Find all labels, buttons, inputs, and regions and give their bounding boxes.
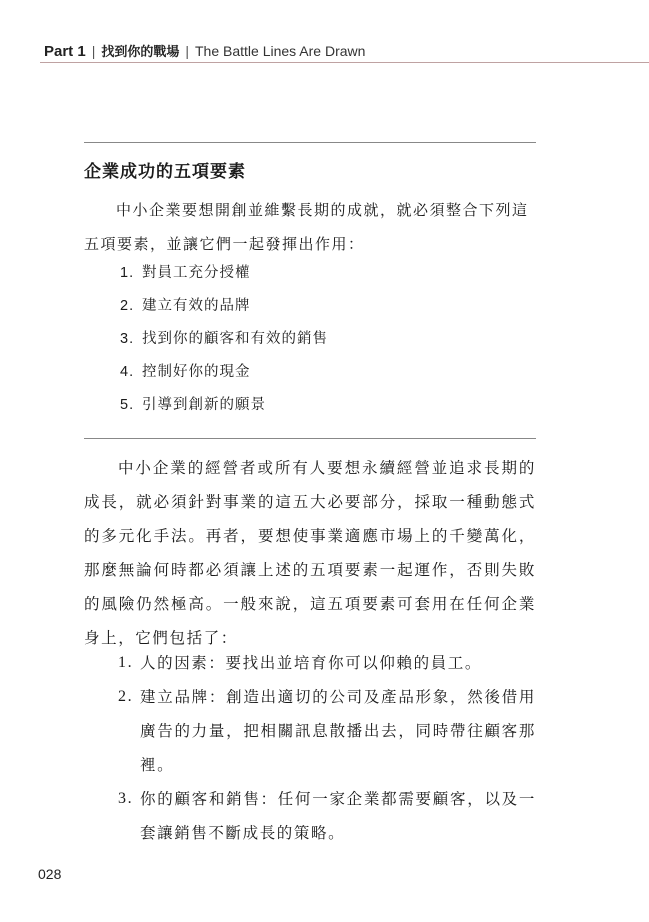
item-number: 1. bbox=[120, 265, 135, 281]
item-number: 5. bbox=[120, 397, 135, 413]
chapter-title-english: The Battle Lines Are Drawn bbox=[195, 43, 366, 59]
body-list bbox=[118, 646, 536, 850]
list-item bbox=[120, 360, 328, 393]
item-text: 人的因素：要找出並培育你可以仰賴的員工。 bbox=[140, 654, 483, 672]
box-top-rule bbox=[84, 142, 536, 143]
list-item bbox=[120, 393, 328, 426]
item-text: 找到你的顧客和有效的銷售 bbox=[142, 331, 328, 347]
item-text: 引導到創新的願景 bbox=[142, 397, 266, 413]
body-paragraph: 中小企業的經營者或所有人要想永續經營並追求長期的成長，就必須針對事業的這五大必要部分，採取一種動態式的多元化手法。再者，要想使事業適應市場上的千變萬化，那麼無論何時都必須讓上述的五項要素一起運作，否則失敗的風險仍然極高。一般來說，這五項要素可套用在任何企業身上，它們包括了： bbox=[84, 459, 536, 647]
header-separator-2: | bbox=[185, 43, 189, 59]
header-separator: | bbox=[91, 43, 96, 59]
item-text: 你的顧客和銷售：任何一家企業都需要顧客，以及一套讓銷售不斷成長的策略。 bbox=[140, 790, 536, 842]
list-item bbox=[118, 646, 536, 680]
list-item bbox=[120, 294, 328, 327]
item-number: 2. bbox=[120, 298, 135, 314]
list-item bbox=[120, 327, 328, 360]
item-number: 3. bbox=[120, 331, 135, 347]
list-item bbox=[118, 680, 536, 782]
box-bottom-rule bbox=[84, 438, 536, 439]
item-text: 建立有效的品牌 bbox=[142, 298, 251, 314]
box-intro: 中小企業要想開創並維繫長期的成就，就必須整合下列這五項要素，並讓它們一起發揮出作用： bbox=[84, 201, 529, 253]
chapter-title-chinese: 找到你的戰場 bbox=[101, 45, 180, 60]
box-list bbox=[120, 261, 328, 426]
item-text: 對員工充分授權 bbox=[142, 265, 251, 281]
box-title: 企業成功的五項要素 bbox=[84, 162, 246, 182]
item-number: 2. bbox=[118, 688, 134, 705]
item-text: 建立品牌：創造出適切的公司及產品形象，然後借用廣告的力量，把相關訊息散播出去，同時帶往顧客那裡。 bbox=[140, 688, 536, 774]
running-header bbox=[44, 41, 365, 60]
item-text: 控制好你的現金 bbox=[142, 364, 251, 380]
item-number: 1. bbox=[118, 654, 134, 671]
header-divider bbox=[40, 62, 649, 63]
part-label: Part 1 bbox=[44, 43, 86, 60]
list-item bbox=[120, 261, 328, 294]
item-number: 4. bbox=[120, 364, 135, 380]
item-number: 3. bbox=[118, 790, 134, 807]
page-number: 028 bbox=[38, 866, 62, 882]
list-item bbox=[118, 782, 536, 850]
